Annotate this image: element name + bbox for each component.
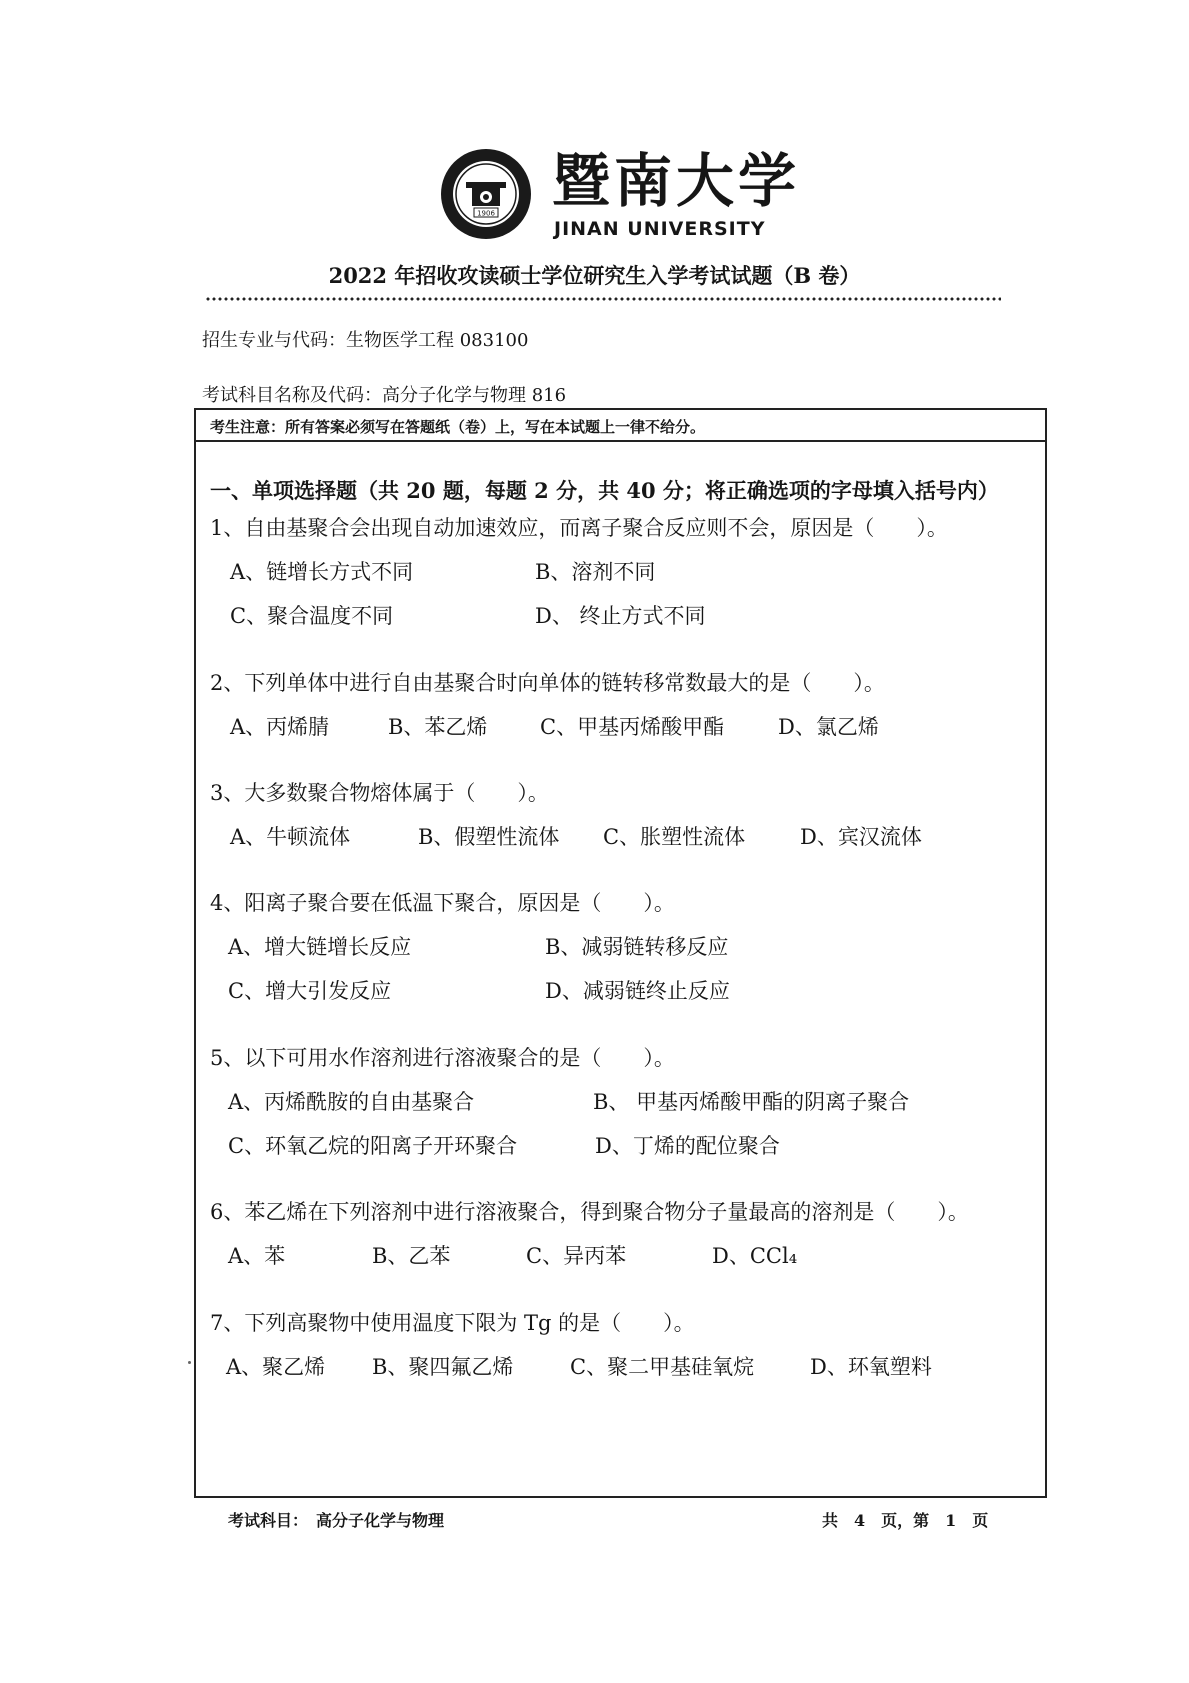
option-a: A、增大链增长反应 xyxy=(228,935,412,959)
seal-year: 1906 xyxy=(477,209,495,218)
option-c: C、聚二甲基硅氧烷 xyxy=(570,1355,755,1379)
exam-notice: 考生注意：所有答案必须写在答题纸（卷）上，写在本试题上一律不给分。 xyxy=(196,410,1045,442)
question-stem: 7、下列高聚物中使用温度下限为 Tg 的是（ ）。 xyxy=(210,1311,695,1335)
option-row xyxy=(210,601,1040,647)
question-stem: 2、下列单体中进行自由基聚合时向单体的链转移常数最大的是（ ）。 xyxy=(210,671,885,695)
option-a: A、丙烯酰胺的自由基聚合 xyxy=(228,1090,475,1114)
option-d: D、减弱链终止反应 xyxy=(545,979,730,1003)
subject-code-line: 考试科目名称及代码：高分子化学与物理 816 xyxy=(202,385,567,406)
scan-speck xyxy=(188,1361,191,1364)
question-frame xyxy=(194,408,1047,1498)
option-c: C、增大引发反应 xyxy=(228,979,392,1003)
option-c: C、胀塑性流体 xyxy=(603,825,746,849)
exam-title: 2022 年招收攻读硕士学位研究生入学考试试题（B 卷） xyxy=(328,263,861,288)
option-c: C、甲基丙烯酸甲酯 xyxy=(540,715,725,739)
option-d: D、氯乙烯 xyxy=(778,715,879,739)
question-stem: 6、苯乙烯在下列溶剂中进行溶液聚合，得到聚合物分子量最高的溶剂是（ ）。 xyxy=(210,1200,969,1224)
option-d: D、 终止方式不同 xyxy=(535,604,706,628)
question-1 xyxy=(210,513,1040,647)
option-a: A、聚乙烯 xyxy=(226,1355,326,1379)
question-7 xyxy=(210,1308,1040,1398)
question-5 xyxy=(210,1043,1040,1177)
major-code-line: 招生专业与代码：生物医学工程 083100 xyxy=(202,330,529,351)
question-stem: 3、大多数聚合物熔体属于（ ）。 xyxy=(210,781,549,805)
option-d: D、环氧塑料 xyxy=(810,1355,932,1379)
question-stem: 5、以下可用水作溶剂进行溶液聚合的是（ ）。 xyxy=(210,1046,675,1070)
question-2 xyxy=(210,668,1040,758)
option-c: C、环氧乙烷的阳离子开环聚合 xyxy=(228,1134,518,1158)
option-b: B、减弱链转移反应 xyxy=(545,935,729,959)
option-a: A、丙烯腈 xyxy=(230,715,330,739)
option-row xyxy=(210,822,1040,868)
option-b: B、聚四氟乙烯 xyxy=(372,1355,514,1379)
question-stem: 4、阳离子聚合要在低温下聚合，原因是（ ）。 xyxy=(210,891,675,915)
option-d: D、丁烯的配位聚合 xyxy=(595,1134,780,1158)
question-6 xyxy=(210,1197,1040,1287)
option-c: C、异丙苯 xyxy=(526,1244,627,1268)
university-name-cn: 暨南大学 xyxy=(552,147,801,215)
option-d: D、宾汉流体 xyxy=(800,825,922,849)
option-row xyxy=(210,976,1040,1022)
option-row xyxy=(210,1241,1040,1287)
option-b: B、溶剂不同 xyxy=(535,560,656,584)
question-3 xyxy=(210,778,1040,868)
question-4 xyxy=(210,888,1040,1022)
option-row xyxy=(210,557,1040,603)
footer-page-count: 共 4 页，第 1 页 xyxy=(822,1511,989,1530)
option-d: D、CCl₄ xyxy=(712,1244,798,1268)
university-name-en: JINAN UNIVERSITY xyxy=(554,218,766,240)
question-stem: 1、自由基聚合会出现自动加速效应，而离子聚合反应则不会，原因是（ ）。 xyxy=(210,516,948,540)
option-a: A、链增长方式不同 xyxy=(230,560,414,584)
option-b: B、乙苯 xyxy=(372,1244,451,1268)
section-title: 一、单项选择题（共 20 题，每题 2 分，共 40 分；将正确选项的字母填入括号内） xyxy=(210,478,999,503)
footer-subject: 考试科目： 高分子化学与物理 xyxy=(228,1511,445,1530)
option-b: B、 甲基丙烯酸甲酯的阴离子聚合 xyxy=(593,1090,910,1114)
option-row xyxy=(210,1131,1040,1177)
option-b: B、假塑性流体 xyxy=(418,825,560,849)
option-a: A、苯 xyxy=(228,1244,286,1268)
option-b: B、苯乙烯 xyxy=(388,715,488,739)
option-a: A、牛顿流体 xyxy=(230,825,351,849)
option-row xyxy=(210,932,1040,978)
option-c: C、聚合温度不同 xyxy=(230,604,394,628)
option-row xyxy=(210,1352,1040,1398)
option-row xyxy=(210,712,1040,758)
university-logo xyxy=(440,147,801,248)
university-seal-icon xyxy=(440,148,532,240)
star-divider xyxy=(205,296,1001,302)
option-row xyxy=(210,1087,1040,1133)
